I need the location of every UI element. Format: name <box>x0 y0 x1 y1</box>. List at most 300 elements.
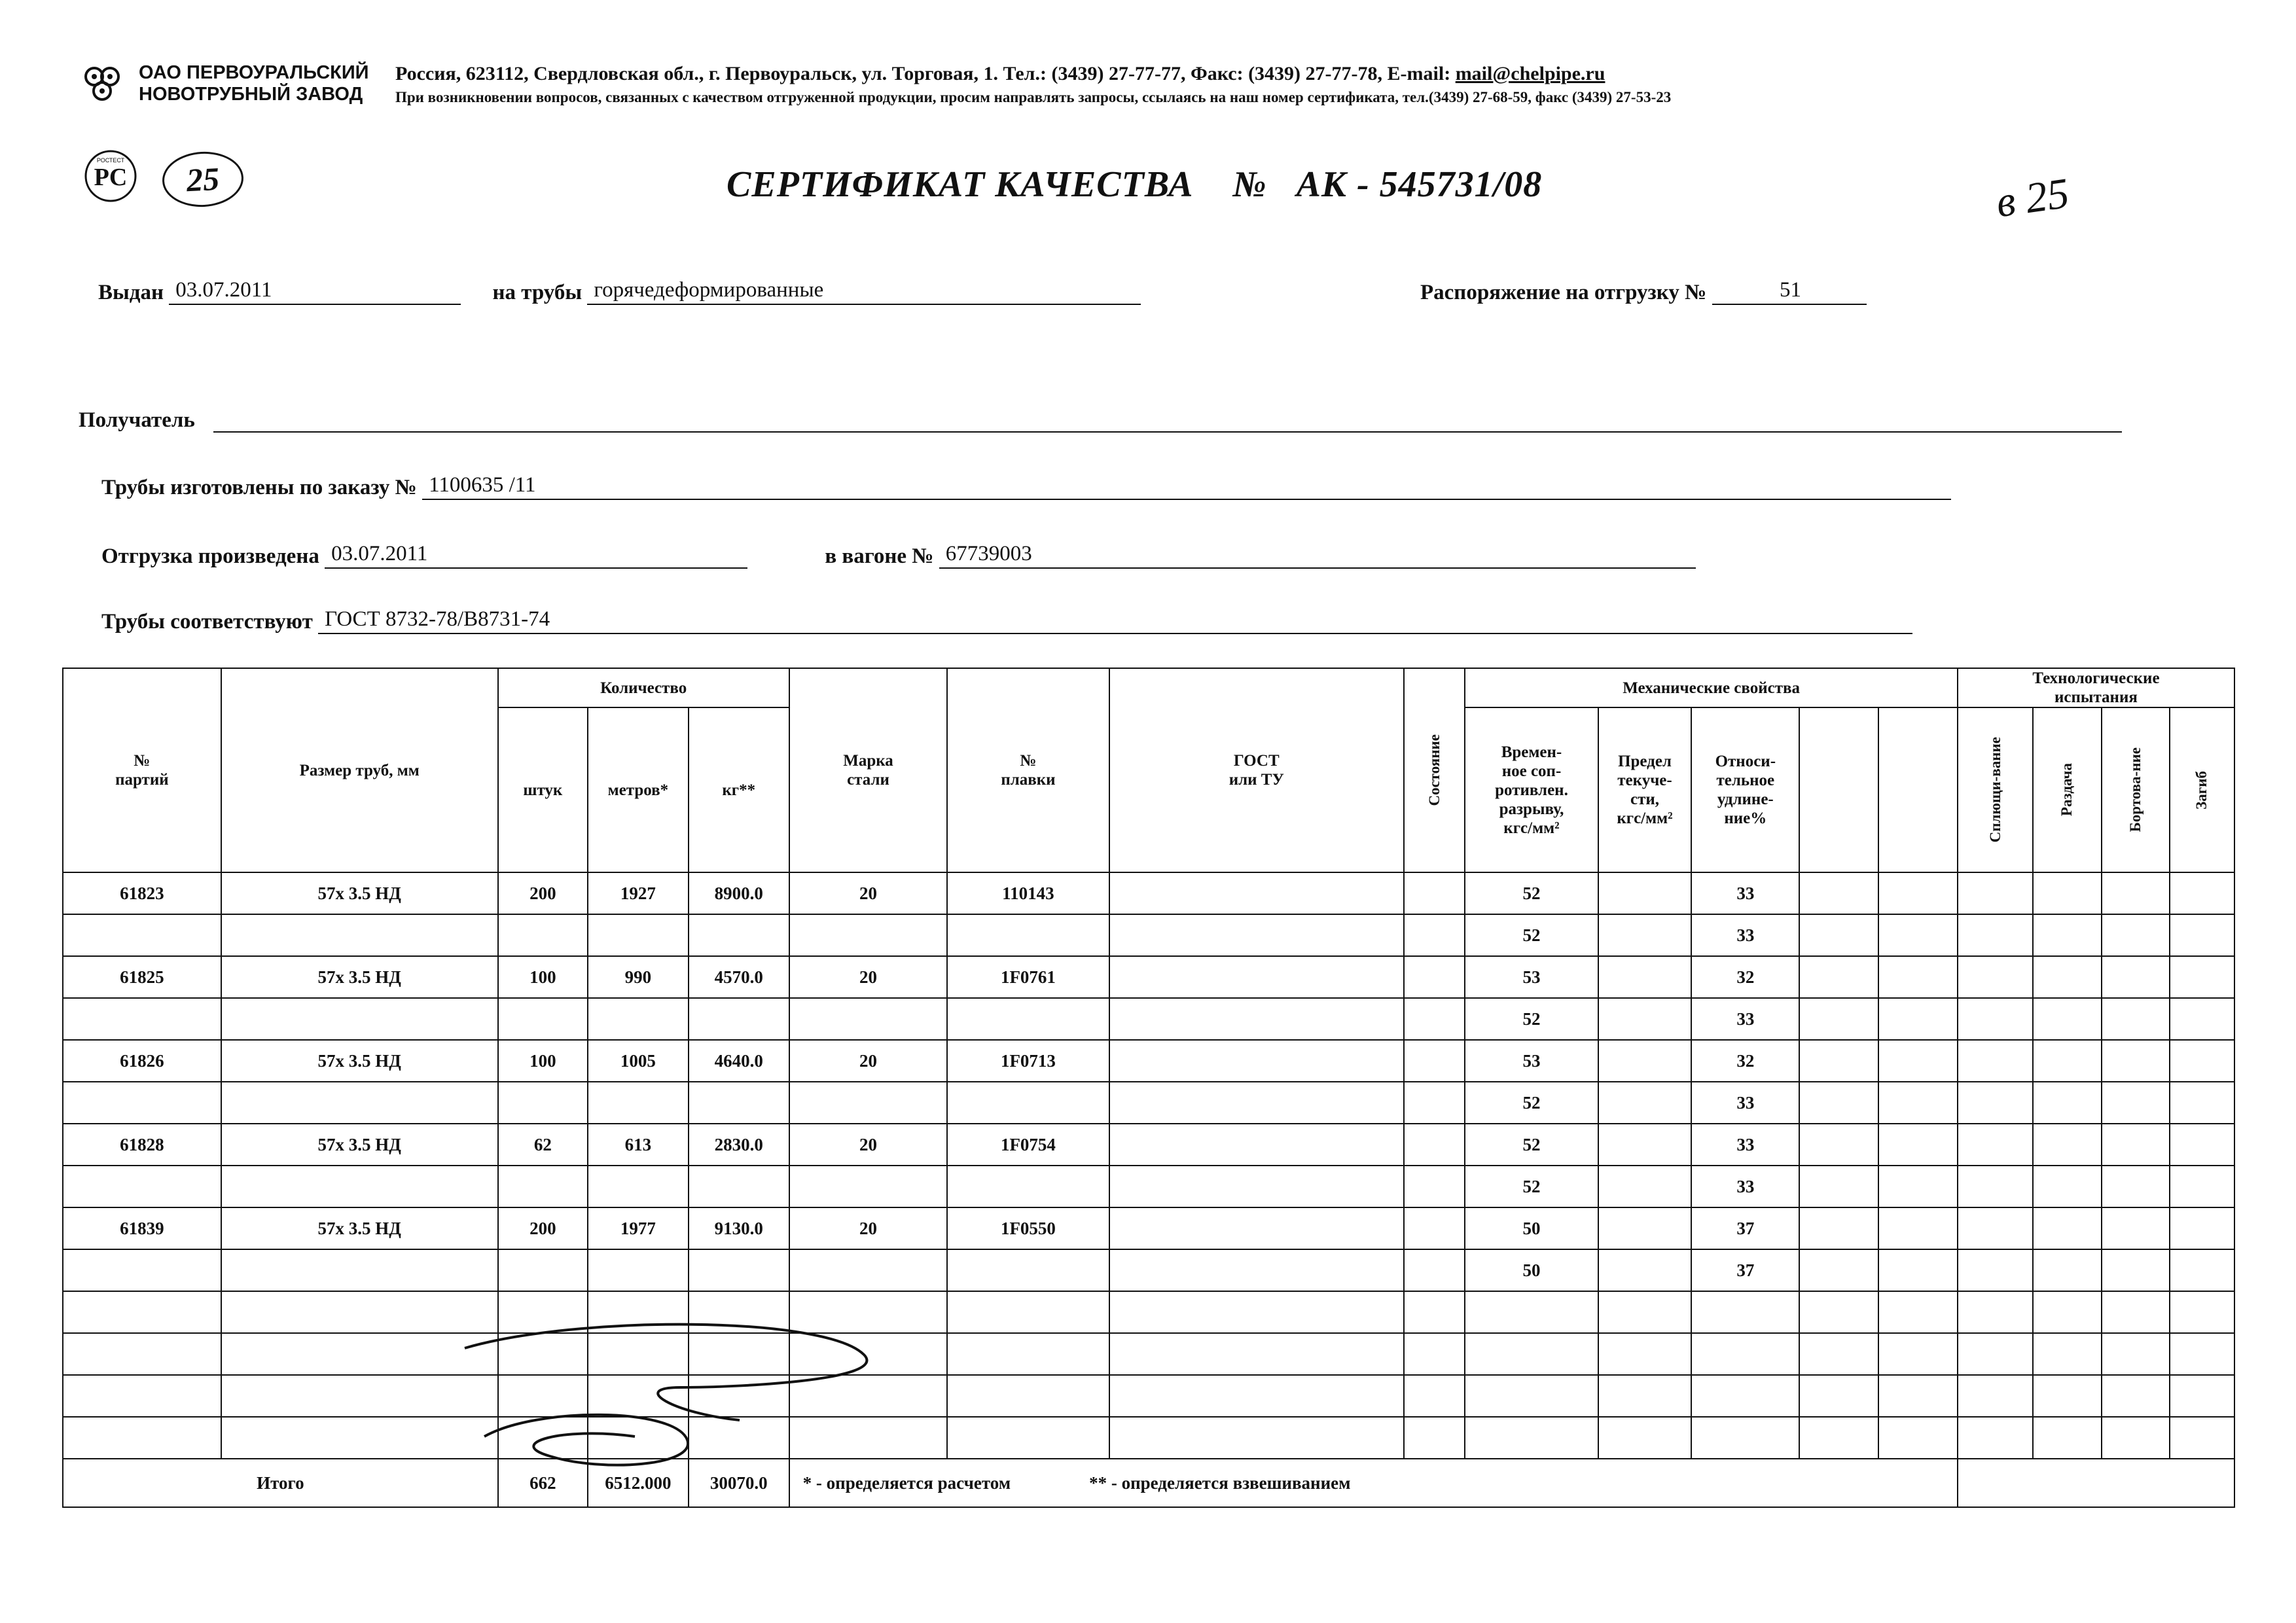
cell-lot[interactable] <box>63 1417 221 1459</box>
cell-gost[interactable] <box>1109 1249 1404 1291</box>
th-tensile <box>1465 707 1598 872</box>
cell-yield[interactable] <box>1598 914 1692 956</box>
cell-yield[interactable] <box>1598 956 1692 998</box>
th-elong-l4: ние% <box>1724 810 1767 827</box>
cell-expansion[interactable] <box>2033 914 2101 956</box>
th-state-label: Состояние <box>1426 734 1443 806</box>
cell-steel-grade[interactable]: 20 <box>789 956 948 998</box>
cell-mech-extra-1[interactable] <box>1799 1082 1878 1124</box>
cell-steel-grade[interactable] <box>789 1249 948 1291</box>
cell-flanging[interactable] <box>2102 956 2170 998</box>
table-row <box>63 1249 2234 1291</box>
cell-mech-extra-1[interactable] <box>1799 956 1878 998</box>
shipped-value[interactable]: 03.07.2011 <box>325 542 747 569</box>
cell-tensile[interactable]: 50 <box>1465 1249 1598 1291</box>
shipment-order-label: Распоряжение на отгрузку № <box>1420 281 1707 304</box>
cell-yield[interactable] <box>1598 1249 1692 1291</box>
cell-pcs[interactable]: 200 <box>498 1207 588 1249</box>
cell-expansion[interactable] <box>2033 1124 2101 1166</box>
table-row <box>63 1375 2234 1417</box>
cell-flattening[interactable] <box>1958 1207 2033 1249</box>
cell-bending[interactable] <box>2170 956 2234 998</box>
cell-elongation[interactable]: 32 <box>1691 1040 1799 1082</box>
cell-heat-no[interactable] <box>947 1249 1109 1291</box>
cell-lot[interactable]: 61826 <box>63 1040 221 1082</box>
table-row <box>63 998 2234 1040</box>
cell-elongation[interactable]: 33 <box>1691 872 1799 914</box>
cell-tensile[interactable]: 52 <box>1465 998 1598 1040</box>
th-elongation <box>1691 707 1799 872</box>
cell-tensile[interactable] <box>1465 1333 1598 1375</box>
cell-pcs[interactable]: 200 <box>498 872 588 914</box>
wagon-value[interactable]: 67739003 <box>939 542 1696 569</box>
cell-kg[interactable] <box>689 1333 789 1375</box>
cell-gost[interactable] <box>1109 1291 1404 1333</box>
cell-elongation[interactable]: 32 <box>1691 956 1799 998</box>
th-tech-l2: испытания <box>2054 688 2138 706</box>
cell-flattening[interactable] <box>1958 956 2033 998</box>
cell-heat-no[interactable] <box>947 1166 1109 1207</box>
table-row <box>63 1207 2234 1249</box>
table-footer <box>63 1459 2234 1507</box>
company-name <box>139 62 369 105</box>
cell-state[interactable] <box>1404 1040 1465 1082</box>
cell-flattening[interactable] <box>1958 1291 2033 1333</box>
cell-yield[interactable] <box>1598 1333 1692 1375</box>
cell-size[interactable]: 57х 3.5 НД <box>221 872 498 914</box>
cell-lot[interactable]: 61823 <box>63 872 221 914</box>
cell-size[interactable] <box>221 998 498 1040</box>
cell-elongation[interactable]: 33 <box>1691 1082 1799 1124</box>
cell-lot[interactable]: 61839 <box>63 1207 221 1249</box>
cell-elongation[interactable] <box>1691 1291 1799 1333</box>
cell-gost[interactable] <box>1109 914 1404 956</box>
order-value[interactable]: 1100635 /11 <box>422 473 1951 500</box>
cell-flattening[interactable] <box>1958 998 2033 1040</box>
note-weighed: ** - определяется взвешиванием <box>1089 1472 1351 1493</box>
cell-heat-no[interactable]: 1F0754 <box>947 1124 1109 1166</box>
cell-elongation[interactable] <box>1691 1333 1799 1375</box>
cell-pcs[interactable] <box>498 1249 588 1291</box>
cell-flattening[interactable] <box>1958 1333 2033 1375</box>
cell-lot[interactable] <box>63 1333 221 1375</box>
cell-steel-grade[interactable] <box>789 1333 948 1375</box>
th-qty-kg: кг** <box>689 707 789 872</box>
order-row <box>101 473 1951 500</box>
cell-mech-extra-2[interactable] <box>1878 1040 1958 1082</box>
cell-flanging[interactable] <box>2102 1166 2170 1207</box>
cell-pcs[interactable] <box>498 1166 588 1207</box>
cell-pcs[interactable]: 100 <box>498 1040 588 1082</box>
cell-yield[interactable] <box>1598 872 1692 914</box>
cell-mech-extra-1[interactable] <box>1799 872 1878 914</box>
cell-kg[interactable]: 4640.0 <box>689 1040 789 1082</box>
cell-mech-extra-1[interactable] <box>1799 1375 1878 1417</box>
conformance-value[interactable]: ГОСТ 8732-78/В8731-74 <box>318 607 1912 634</box>
cell-state[interactable] <box>1404 956 1465 998</box>
cell-mech-extra-1[interactable] <box>1799 1333 1878 1375</box>
cell-steel-grade[interactable] <box>789 1166 948 1207</box>
cell-mech-extra-2[interactable] <box>1878 1207 1958 1249</box>
cell-flattening[interactable] <box>1958 872 2033 914</box>
cell-heat-no[interactable] <box>947 1375 1109 1417</box>
pipes-value[interactable]: горячедеформированные <box>587 278 1141 305</box>
cell-flattening[interactable] <box>1958 1040 2033 1082</box>
cell-elongation[interactable]: 37 <box>1691 1249 1799 1291</box>
cell-flanging[interactable] <box>2102 998 2170 1040</box>
cell-mech-extra-1[interactable] <box>1799 1249 1878 1291</box>
cell-kg[interactable] <box>689 1166 789 1207</box>
cell-yield[interactable] <box>1598 1207 1692 1249</box>
cell-flattening[interactable] <box>1958 1166 2033 1207</box>
cell-bending[interactable] <box>2170 1249 2234 1291</box>
cell-steel-grade[interactable] <box>789 914 948 956</box>
cell-bending[interactable] <box>2170 1040 2234 1082</box>
cell-mech-extra-1[interactable] <box>1799 1124 1878 1166</box>
cell-state[interactable] <box>1404 1124 1465 1166</box>
cell-steel-grade[interactable] <box>789 1417 948 1459</box>
th-tensile-l1: Времен- <box>1501 743 1562 761</box>
cell-meters[interactable]: 1927 <box>588 872 689 914</box>
cell-flanging[interactable] <box>2102 1124 2170 1166</box>
cell-flanging[interactable] <box>2102 914 2170 956</box>
cell-size[interactable] <box>221 1249 498 1291</box>
cell-flattening[interactable] <box>1958 1375 2033 1417</box>
cell-tensile[interactable]: 53 <box>1465 1040 1598 1082</box>
cell-mech-extra-2[interactable] <box>1878 1375 1958 1417</box>
cell-heat-no[interactable] <box>947 998 1109 1040</box>
cell-mech-extra-1[interactable] <box>1799 1417 1878 1459</box>
cell-pcs[interactable] <box>498 998 588 1040</box>
cell-lot[interactable] <box>63 1375 221 1417</box>
cell-state[interactable] <box>1404 1417 1465 1459</box>
cell-gost[interactable] <box>1109 872 1404 914</box>
cell-heat-no[interactable] <box>947 1333 1109 1375</box>
cell-elongation[interactable] <box>1691 1417 1799 1459</box>
cell-flanging[interactable] <box>2102 872 2170 914</box>
cell-heat-no[interactable]: 1F0761 <box>947 956 1109 998</box>
handwritten-mark: в 25 <box>1993 169 2072 227</box>
cell-kg[interactable] <box>689 998 789 1040</box>
cell-meters[interactable] <box>588 1291 689 1333</box>
cell-size[interactable] <box>221 1375 498 1417</box>
cell-steel-grade[interactable] <box>789 1082 948 1124</box>
cell-gost[interactable] <box>1109 1124 1404 1166</box>
cell-yield[interactable] <box>1598 1124 1692 1166</box>
cell-expansion[interactable] <box>2033 998 2101 1040</box>
cell-elongation[interactable] <box>1691 1375 1799 1417</box>
cell-lot[interactable] <box>63 998 221 1040</box>
cell-bending[interactable] <box>2170 1082 2234 1124</box>
cell-meters[interactable]: 1977 <box>588 1207 689 1249</box>
cell-heat-no[interactable]: 1F0713 <box>947 1040 1109 1082</box>
cell-size[interactable]: 57х 3.5 НД <box>221 956 498 998</box>
cell-gost[interactable] <box>1109 956 1404 998</box>
email-link[interactable]: mail@chelpipe.ru <box>1455 63 1605 84</box>
cell-expansion[interactable] <box>2033 1166 2101 1207</box>
cell-bending[interactable] <box>2170 1333 2234 1375</box>
cell-meters[interactable]: 1005 <box>588 1040 689 1082</box>
cell-steel-grade[interactable] <box>789 1375 948 1417</box>
th-tensile-l5: кгс/мм² <box>1503 819 1560 837</box>
cell-flattening[interactable] <box>1958 1082 2033 1124</box>
cell-gost[interactable] <box>1109 1375 1404 1417</box>
cell-state[interactable] <box>1404 1333 1465 1375</box>
cell-flanging[interactable] <box>2102 1375 2170 1417</box>
cell-steel-grade[interactable]: 20 <box>789 1124 948 1166</box>
cell-size[interactable] <box>221 1417 498 1459</box>
cell-steel-grade[interactable]: 20 <box>789 1207 948 1249</box>
cell-meters[interactable] <box>588 1375 689 1417</box>
cell-state[interactable] <box>1404 1375 1465 1417</box>
cell-flattening[interactable] <box>1958 1417 2033 1459</box>
cell-meters[interactable] <box>588 1249 689 1291</box>
cell-mech-extra-2[interactable] <box>1878 914 1958 956</box>
cell-yield[interactable] <box>1598 1375 1692 1417</box>
cell-lot[interactable] <box>63 1249 221 1291</box>
certificate-number-label: № <box>1232 164 1267 205</box>
cell-size[interactable]: 57х 3.5 НД <box>221 1040 498 1082</box>
cell-mech-extra-1[interactable] <box>1799 1207 1878 1249</box>
th-qty-pcs: штук <box>498 707 588 872</box>
th-tensile-l3: ротивлен. <box>1495 781 1568 799</box>
company-quality-note: При возникновении вопросов, связанных с качеством отгруженной продукции, просим направлять запросы, ссылаясь на наш номер сертификата, тел.(3439) 27-68-59, факс (3439) 27-53-23 <box>395 89 1672 105</box>
cell-meters[interactable]: 990 <box>588 956 689 998</box>
cell-state[interactable] <box>1404 1249 1465 1291</box>
cell-mech-extra-2[interactable] <box>1878 872 1958 914</box>
cell-bending[interactable] <box>2170 1375 2234 1417</box>
cell-pcs[interactable] <box>498 1082 588 1124</box>
cell-kg[interactable] <box>689 1291 789 1333</box>
cell-mech-extra-1[interactable] <box>1799 914 1878 956</box>
cell-expansion[interactable] <box>2033 1333 2101 1375</box>
cell-meters[interactable] <box>588 914 689 956</box>
cell-heat-no[interactable]: 1F0550 <box>947 1207 1109 1249</box>
cell-bending[interactable] <box>2170 1124 2234 1166</box>
cell-pcs[interactable]: 100 <box>498 956 588 998</box>
cell-steel-grade[interactable] <box>789 1291 948 1333</box>
cell-expansion[interactable] <box>2033 1291 2101 1333</box>
cell-bending[interactable] <box>2170 1207 2234 1249</box>
cell-heat-no[interactable] <box>947 1291 1109 1333</box>
th-gost-l2: или ТУ <box>1229 771 1284 789</box>
cell-tensile[interactable] <box>1465 1291 1598 1333</box>
cell-pcs[interactable] <box>498 1291 588 1333</box>
cell-mech-extra-2[interactable] <box>1878 1124 1958 1166</box>
cell-flattening[interactable] <box>1958 1249 2033 1291</box>
cell-mech-extra-1[interactable] <box>1799 1291 1878 1333</box>
shipment-order-value[interactable]: 51 <box>1712 278 1867 305</box>
cell-mech-extra-2[interactable] <box>1878 1291 1958 1333</box>
cell-meters[interactable] <box>588 1333 689 1375</box>
cell-size[interactable] <box>221 1333 498 1375</box>
cell-size[interactable] <box>221 1291 498 1333</box>
cell-state[interactable] <box>1404 1291 1465 1333</box>
cell-meters[interactable] <box>588 1417 689 1459</box>
cell-size[interactable]: 57х 3.5 НД <box>221 1207 498 1249</box>
cell-lot[interactable]: 61825 <box>63 956 221 998</box>
cell-lot[interactable] <box>63 1166 221 1207</box>
cell-kg[interactable] <box>689 914 789 956</box>
cell-state[interactable] <box>1404 914 1465 956</box>
cell-tensile[interactable]: 53 <box>1465 956 1598 998</box>
cell-expansion[interactable] <box>2033 1249 2101 1291</box>
cell-mech-extra-2[interactable] <box>1878 1082 1958 1124</box>
th-heat-l1: № <box>1020 752 1037 770</box>
cell-yield[interactable] <box>1598 1291 1692 1333</box>
th-bending-label: Загиб <box>2193 770 2210 810</box>
cell-tensile[interactable] <box>1465 1417 1598 1459</box>
cell-flattening[interactable] <box>1958 1124 2033 1166</box>
page-title-text: СЕРТИФИКАТ КАЧЕСТВА <box>726 164 1194 205</box>
cell-kg[interactable]: 4570.0 <box>689 956 789 998</box>
cell-kg[interactable]: 9130.0 <box>689 1207 789 1249</box>
cell-flanging[interactable] <box>2102 1249 2170 1291</box>
cell-meters[interactable] <box>588 998 689 1040</box>
cell-pcs[interactable] <box>498 914 588 956</box>
cell-tensile[interactable]: 52 <box>1465 872 1598 914</box>
cell-expansion[interactable] <box>2033 1082 2101 1124</box>
cell-kg[interactable]: 2830.0 <box>689 1124 789 1166</box>
cell-bending[interactable] <box>2170 914 2234 956</box>
cell-yield[interactable] <box>1598 1082 1692 1124</box>
cell-state[interactable] <box>1404 1207 1465 1249</box>
cell-expansion[interactable] <box>2033 1040 2101 1082</box>
cell-flanging[interactable] <box>2102 1291 2170 1333</box>
cell-heat-no[interactable]: 110143 <box>947 872 1109 914</box>
cell-lot[interactable] <box>63 1291 221 1333</box>
th-quantity: Количество <box>498 668 789 707</box>
cell-mech-extra-2[interactable] <box>1878 956 1958 998</box>
cell-meters[interactable] <box>588 1166 689 1207</box>
cell-mech-extra-1[interactable] <box>1799 1166 1878 1207</box>
cell-pcs[interactable] <box>498 1417 588 1459</box>
cell-heat-no[interactable] <box>947 1417 1109 1459</box>
cell-expansion[interactable] <box>2033 1207 2101 1249</box>
cell-heat-no[interactable] <box>947 1082 1109 1124</box>
cell-flanging[interactable] <box>2102 1333 2170 1375</box>
cell-gost[interactable] <box>1109 1207 1404 1249</box>
cell-pcs[interactable] <box>498 1375 588 1417</box>
cell-size[interactable]: 57х 3.5 НД <box>221 1124 498 1166</box>
cell-state[interactable] <box>1404 872 1465 914</box>
cell-state[interactable] <box>1404 1166 1465 1207</box>
cell-gost[interactable] <box>1109 998 1404 1040</box>
cell-flanging[interactable] <box>2102 1207 2170 1249</box>
cell-kg[interactable] <box>689 1249 789 1291</box>
cell-heat-no[interactable] <box>947 914 1109 956</box>
cell-steel-grade[interactable]: 20 <box>789 1040 948 1082</box>
cell-bending[interactable] <box>2170 1291 2234 1333</box>
conformance-row <box>101 607 1912 634</box>
cell-tensile[interactable] <box>1465 1375 1598 1417</box>
cell-lot[interactable]: 61828 <box>63 1124 221 1166</box>
cell-kg[interactable] <box>689 1375 789 1417</box>
recipient-row <box>79 406 2122 433</box>
cell-bending[interactable] <box>2170 1417 2234 1459</box>
cell-flanging[interactable] <box>2102 1082 2170 1124</box>
cell-kg[interactable] <box>689 1082 789 1124</box>
cell-mech-extra-2[interactable] <box>1878 1249 1958 1291</box>
cell-elongation[interactable]: 33 <box>1691 914 1799 956</box>
cell-lot[interactable] <box>63 1082 221 1124</box>
cell-elongation[interactable]: 37 <box>1691 1207 1799 1249</box>
cell-bending[interactable] <box>2170 998 2234 1040</box>
cell-state[interactable] <box>1404 1082 1465 1124</box>
cell-expansion[interactable] <box>2033 1375 2101 1417</box>
cell-expansion[interactable] <box>2033 956 2101 998</box>
cell-flanging[interactable] <box>2102 1417 2170 1459</box>
recipient-value[interactable] <box>213 406 2122 433</box>
cell-yield[interactable] <box>1598 1417 1692 1459</box>
cell-pcs[interactable] <box>498 1333 588 1375</box>
th-size: Размер труб, мм <box>221 668 498 872</box>
cell-gost[interactable] <box>1109 1082 1404 1124</box>
table-row <box>63 956 2234 998</box>
cell-tensile[interactable]: 52 <box>1465 914 1598 956</box>
cell-pcs[interactable]: 62 <box>498 1124 588 1166</box>
cell-steel-grade[interactable] <box>789 998 948 1040</box>
cell-kg[interactable] <box>689 1417 789 1459</box>
cell-tensile[interactable]: 50 <box>1465 1207 1598 1249</box>
cell-mech-extra-2[interactable] <box>1878 1417 1958 1459</box>
cell-gost[interactable] <box>1109 1417 1404 1459</box>
cell-meters[interactable] <box>588 1082 689 1124</box>
cell-elongation[interactable]: 33 <box>1691 1124 1799 1166</box>
certificate-table-wrap <box>62 668 2235 1508</box>
cell-mech-extra-1[interactable] <box>1799 1040 1878 1082</box>
cell-mech-extra-1[interactable] <box>1799 998 1878 1040</box>
cell-yield[interactable] <box>1598 998 1692 1040</box>
cell-bending[interactable] <box>2170 872 2234 914</box>
cell-flanging[interactable] <box>2102 1040 2170 1082</box>
cell-tensile[interactable]: 52 <box>1465 1082 1598 1124</box>
cell-yield[interactable] <box>1598 1040 1692 1082</box>
th-yield-l2: текуче- <box>1617 772 1672 789</box>
cell-mech-extra-2[interactable] <box>1878 1333 1958 1375</box>
th-elong-l2: тельное <box>1716 772 1775 789</box>
company-name-line2: НОВОТРУБНЫЙ ЗАВОД <box>139 84 363 105</box>
cell-elongation[interactable]: 33 <box>1691 998 1799 1040</box>
cell-expansion[interactable] <box>2033 1417 2101 1459</box>
cell-size[interactable] <box>221 1166 498 1207</box>
table-row <box>63 1124 2234 1166</box>
cell-size[interactable] <box>221 914 498 956</box>
cell-gost[interactable] <box>1109 1333 1404 1375</box>
cell-gost[interactable] <box>1109 1166 1404 1207</box>
cell-mech-extra-2[interactable] <box>1878 1166 1958 1207</box>
cell-yield[interactable] <box>1598 1166 1692 1207</box>
th-tensile-l4: разрыву, <box>1499 800 1564 818</box>
cell-state[interactable] <box>1404 998 1465 1040</box>
cell-expansion[interactable] <box>2033 872 2101 914</box>
cell-steel-grade[interactable]: 20 <box>789 872 948 914</box>
issued-value[interactable]: 03.07.2011 <box>169 278 461 305</box>
cell-kg[interactable]: 8900.0 <box>689 872 789 914</box>
cell-tensile[interactable]: 52 <box>1465 1166 1598 1207</box>
cell-elongation[interactable]: 33 <box>1691 1166 1799 1207</box>
cell-lot[interactable] <box>63 914 221 956</box>
th-lot-l2: партий <box>115 771 169 789</box>
cell-meters[interactable]: 613 <box>588 1124 689 1166</box>
cell-bending[interactable] <box>2170 1166 2234 1207</box>
cell-mech-extra-2[interactable] <box>1878 998 1958 1040</box>
cell-gost[interactable] <box>1109 1040 1404 1082</box>
cell-flattening[interactable] <box>1958 914 2033 956</box>
cell-size[interactable] <box>221 1082 498 1124</box>
company-address <box>395 62 2219 86</box>
cell-tensile[interactable]: 52 <box>1465 1124 1598 1166</box>
